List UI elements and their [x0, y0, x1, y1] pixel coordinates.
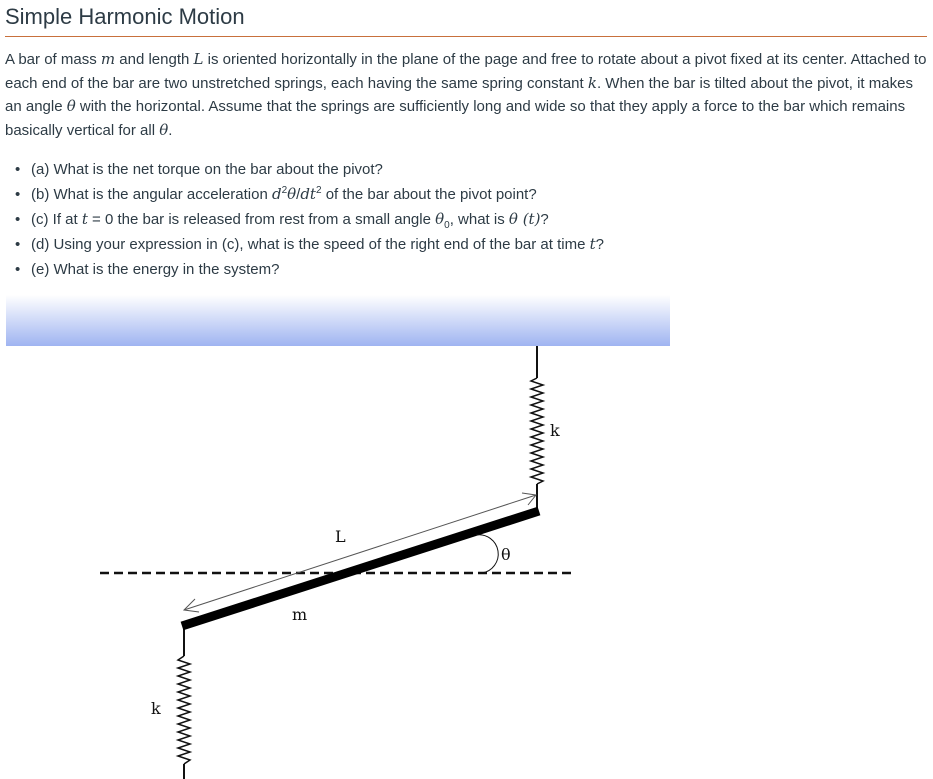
tilted-bar [182, 511, 539, 626]
label-k-bottom: k [151, 699, 161, 718]
label-length: L [335, 527, 346, 546]
bar-spring-diagram [0, 290, 933, 779]
length-arrow-line [184, 495, 536, 610]
label-mass: m [292, 605, 308, 624]
question-d: • (d) Using your expression in (c), what is the speed of the right end of the bar at time t? [5, 232, 927, 257]
title-divider [5, 36, 927, 37]
question-b: • (b) What is the angular acceleration $d^2\theta/dt^2$ of the bar about the pivot point? [5, 182, 927, 207]
question-e: • (e) What is the energy in the system? [5, 257, 927, 282]
var-m: m [100, 50, 116, 68]
var-k: k [587, 73, 597, 92]
question-list [5, 157, 927, 282]
var-theta: θ [66, 97, 76, 116]
var-theta: θ [159, 120, 169, 139]
question-a: • (a) What is the net torque on the bar about the pivot? [5, 157, 927, 182]
question-c: • (c) If at t = 0 the bar is released from rest from a small angle $\theta_0$, what is θ (t)? [5, 207, 927, 232]
label-k-top: k [550, 421, 560, 440]
ceiling [6, 295, 670, 346]
page-title: Simple Harmonic Motion [5, 4, 245, 29]
var-L: L [193, 50, 204, 68]
problem-statement: A bar of mass m and length L is oriented horizontally in the plane of the page and free to rotate about a pivot fixed at its center. Attached to each end of the bar are two unstretched springs, each having the same spring constant k. When the bar is tilted about the pivot, it makes an angle θ with the horizontal. Assume that the springs are sufficiently long and wide so that they apply a force to the bar which remains basically vertical for all θ. [5, 50, 927, 139]
top-spring-coil [531, 378, 543, 484]
theta-angle-arc [476, 535, 498, 573]
label-theta: θ [501, 545, 511, 564]
bottom-spring-coil [178, 656, 190, 764]
